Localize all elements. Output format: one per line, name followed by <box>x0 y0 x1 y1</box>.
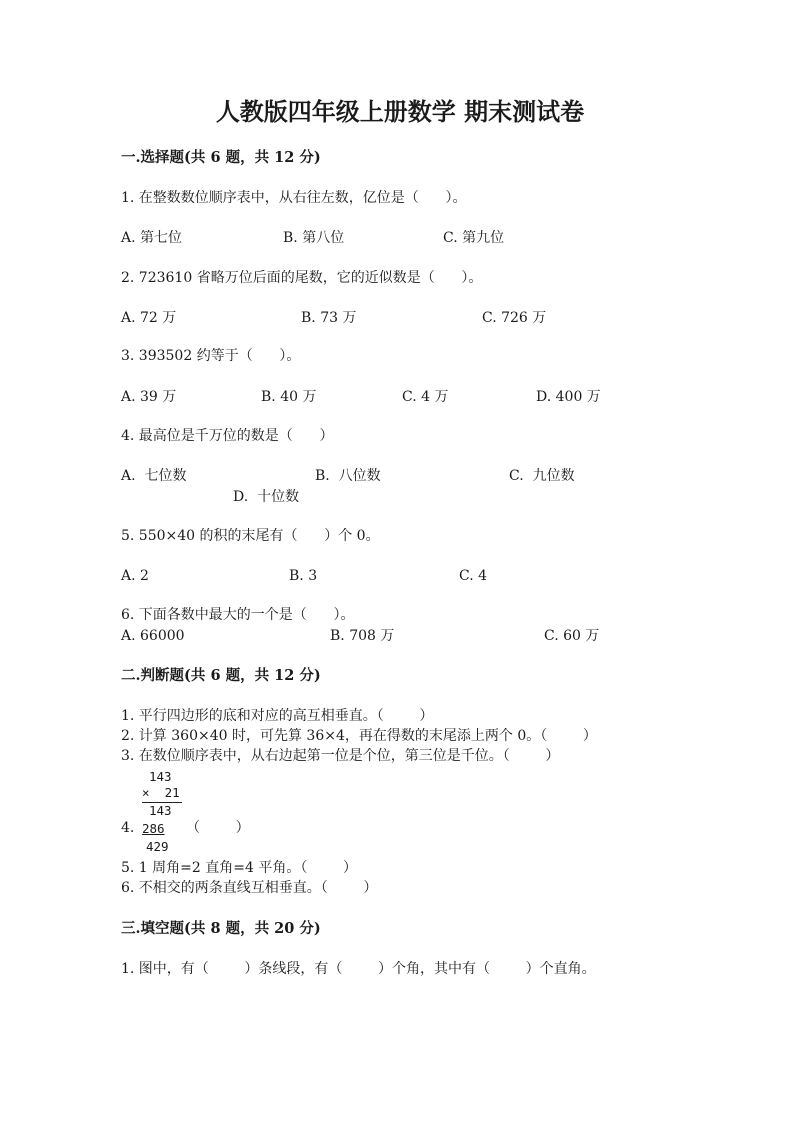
calc-partial-1: 143 <box>149 803 172 818</box>
judge-item-5: 5. 1 周角=2 直角=4 平角。（ ） <box>121 860 357 876</box>
q5-option-b: B. 3 <box>289 568 318 584</box>
q6-option-c: C. 60 万 <box>544 628 600 644</box>
judge-item-3: 3. 在数位顺序表中，从右边起第一位是个位，第三位是千位。（ ） <box>121 748 560 764</box>
q4-option-b: B. 八位数 <box>315 468 381 484</box>
question-3-stem: 3. 393502 约等于（ ）。 <box>121 348 301 364</box>
q4-option-d: D. 十位数 <box>233 489 300 505</box>
q4-option-c: C. 九位数 <box>509 468 575 484</box>
q3-option-c: C. 4 万 <box>402 389 449 405</box>
q4-option-a: A. 七位数 <box>121 468 187 484</box>
q3-option-b: B. 40 万 <box>261 389 317 405</box>
question-5-stem: 5. 550×40 的积的末尾有（ ）个 0。 <box>121 528 380 544</box>
q6-option-a: A. 66000 <box>121 628 185 644</box>
q6-option-b: B. 708 万 <box>330 628 395 644</box>
q3-option-d: D. 400 万 <box>536 389 601 405</box>
question-4-stem: 4. 最高位是千万位的数是（ ） <box>121 428 334 444</box>
judge-item-2: 2. 计算 360×40 时，可先算 36×4，再在得数的末尾添上两个 0。（ ） <box>121 728 597 744</box>
section-heading-choice: 一.选择题(共 6 题，共 12 分) <box>121 149 321 166</box>
question-6-stem: 6. 下面各数中最大的一个是（ ）。 <box>121 607 355 623</box>
calc-multiplier: × 21 <box>142 785 180 800</box>
q5-option-c: C. 4 <box>459 568 488 584</box>
calc-product: 429 <box>146 839 169 854</box>
q1-option-b: B. 第八位 <box>283 230 345 246</box>
q3-option-a: A. 39 万 <box>121 389 177 405</box>
section-heading-fill-in: 三.填空题(共 8 题，共 20 分) <box>121 920 321 937</box>
q5-option-a: A. 2 <box>121 568 149 584</box>
fill-in-item-1: 1. 图中，有（ ）条线段，有（ ）个角，其中有（ ）个直角。 <box>121 961 596 977</box>
page-title: 人教版四年级上册数学 期末测试卷 <box>215 97 585 126</box>
judge-item-4-number: 4. <box>121 820 135 836</box>
q2-option-b: B. 73 万 <box>301 310 357 326</box>
question-2-stem: 2. 723610 省略万位后面的尾数，它的近似数是（ ）。 <box>121 270 483 286</box>
judge-item-1: 1. 平行四边形的底和对应的高互相垂直。（ ） <box>121 708 434 724</box>
calc-multiplicand: 143 <box>149 769 172 784</box>
question-1-stem: 1. 在整数数位顺序表中，从右往左数，亿位是（ ）。 <box>121 190 467 206</box>
q2-option-a: A. 72 万 <box>121 310 177 326</box>
q1-option-a: A. 第七位 <box>121 230 183 246</box>
judge-item-4-blank: （ ） <box>186 820 250 836</box>
multiplication-vertical-calc <box>140 770 200 856</box>
section-heading-judgement: 二.判断题(共 6 题，共 12 分) <box>121 667 321 684</box>
q2-option-c: C. 726 万 <box>482 310 547 326</box>
q1-option-c: C. 第九位 <box>443 230 505 246</box>
judge-item-6: 6. 不相交的两条直线互相垂直。（ ） <box>121 880 378 896</box>
calc-partial-2: 286 <box>142 821 165 836</box>
